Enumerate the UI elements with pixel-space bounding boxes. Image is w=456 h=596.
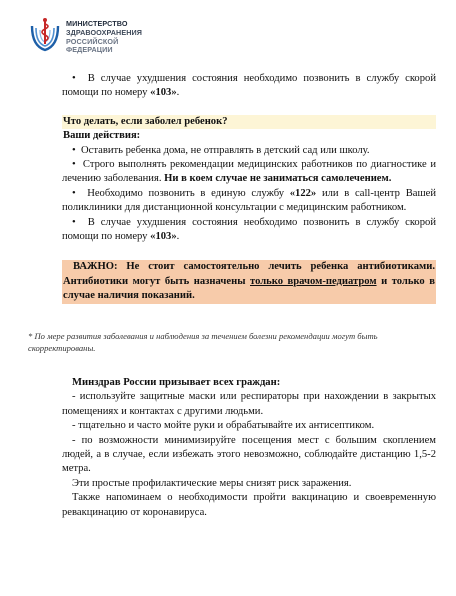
appeal-line-3: - по возможности минимизируйте посещения мест с большим скоплением людей, а в случае, если избежать этого невозможно, соблюдайте дистанцию 1,5-2 метра. [62,434,436,475]
child-bullet-4: • В случае ухудшения состояния необходимо позвонить в службу скорой помощи по номеру «103». [62,216,436,243]
child-bullet-3-text-b: или в call-центр Вашей поликлиники для дистанционной консультации с медицинским работником. [62,187,436,214]
logo-line-3: РОССИЙСКОЙ ФЕДЕРАЦИИ [66,36,119,55]
child-bullet-2-bold: Ни в коем случае не заниматься самолечением. [164,173,392,185]
warning-part-2: и только в случае наличия показаний. [63,275,435,302]
warning-part-1: ВАЖНО: Не стоит самостоятельно лечить ребенка антибиотиками. Антибиотики могут быть назначены [63,261,435,287]
appeal-line-2: - тщательно и часто мойте руки и обрабатывайте их антисептиком. [72,420,375,432]
logo-line-2: ЗДРАВООХРАНЕНИЯ [66,27,143,37]
top-bullet-tail: . [176,87,180,99]
appeal-section [62,376,436,520]
top-bullet-ambulance: • В случае ухудшения состояния необходимо позвонить в службу скорой помощи по номеру «103». [62,73,436,99]
ministry-name [66,20,158,55]
warning-underlined: только врачом-педиатром [250,275,377,287]
child-section-subtitle: Ваши действия: [63,130,141,142]
child-ambulance-number: «103» [150,231,177,243]
child-bullet-3-text-a: Необходимо позвонить в единую службу [87,187,290,199]
ministry-emblem-icon [28,16,62,52]
antibiotics-warning [62,260,436,303]
child-bullet-3: • Необходимо позвонить в единую службу «122» или в call-центр Вашей поликлиники для дистанционной консультации с медицинским работником. [62,187,436,214]
appeal-line-5: Также напоминаем о необходимости пройти вакцинацию и своевременную ревакцинацию от коронавируса. [62,492,436,518]
top-bullet-text: В случае ухудшения состояния необходимо позвонить в службу скорой помощи по номеру [62,73,436,99]
appeal-line-1: - используйте защитные маски или респираторы при нахождении в закрытых помещениях и контактах с другими людьми. [62,391,436,417]
child-section-title: Что делать, если заболел ребенок? [62,115,436,129]
child-bullet-4-tail: . [176,231,180,243]
child-bullet-2: • Строго выполнять рекомендации медицинских работников по диагностике и лечению заболевания. Ни в коем случае не заниматься самолечением. [62,159,436,185]
ministry-logo [28,16,158,54]
child-bullet-1-text: Оставить ребенка дома, не отправлять в детский сад или школу. [81,144,370,156]
child-bullet-1: • Оставить ребенка дома, не отправлять в детский сад или школу. [72,144,370,156]
hotline-number: «122» [289,187,317,199]
appeal-line-4: Эти простые профилактические меры снизят риск заражения. [72,477,352,489]
appeal-title: Минздрав России призывает всех граждан: [72,377,281,388]
logo-line-1: МИНИСТЕРСТВО [66,19,128,28]
ambulance-number: «103» [150,87,177,99]
main-content [62,72,436,304]
child-bullet-4-text: В случае ухудшения состояния необходимо позвонить в службу скорой помощи по номеру [62,216,436,243]
child-bullet-2-text: Строго выполнять рекомендации медицинских работников по диагностике и лечению заболевания. [62,159,436,185]
footnote: * По мере развития заболевания и наблюдения за течением болезни рекомендации могут быть скорректированы. [28,331,378,353]
